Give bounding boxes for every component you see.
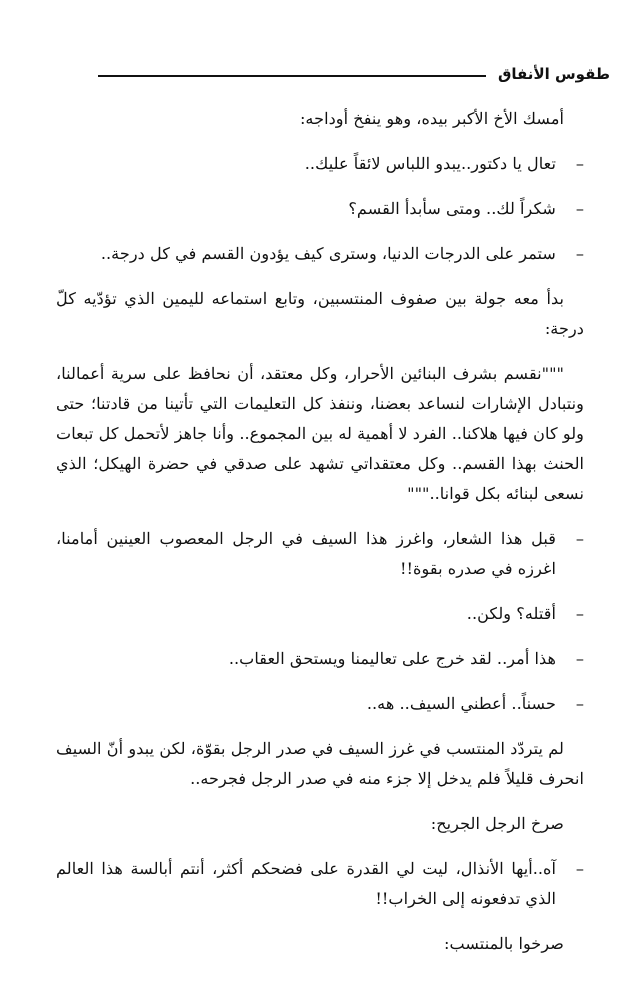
dialogue-dash: – xyxy=(575,859,584,878)
oath-paragraph: """نقسم بشرف البنائين الأحرار، وكل معتقد، أن نحافظ على سرية أعمالنا، ونتبادل الإشارات لنساعد بعضنا، وننفذ كل التعليمات التي تأتينا من قادتنا؛ حتى ولو كان فيها هلاكنا.. الفرد لا أهمية له بين المجموع.. وأنا جاهز لأتحمل كل تبعات الحنث بهذا القسم.. وكل معتقداتي تشهد على صدقي في حضرة الهيكل؛ الذي نسعى لبنائه بكل قوانا..""" xyxy=(56,364,584,503)
dialogue-text: ستمر على الدرجات الدنيا، وسترى كيف يؤدون القسم في كل درجة.. xyxy=(100,244,556,263)
body-text xyxy=(56,104,584,974)
dialogue-dash: – xyxy=(575,529,584,548)
dialogue-line xyxy=(56,239,584,269)
dialogue-dash: – xyxy=(575,154,584,173)
dialogue-line xyxy=(56,689,584,719)
dialogue-text: آه..أيها الأنذال، ليت لي القدرة على فضحكم أكثر، أنتم أبالسة هذا العالم الذي تدفعونه إلى الخراب!! xyxy=(56,859,556,908)
paragraph: صرخ الرجل الجريح: xyxy=(430,814,564,833)
dialogue-text: أقتله؟ ولكن.. xyxy=(466,604,556,623)
paragraph: بدأ معه جولة بين صفوف المنتسبين، وتابع استماعه لليمين الذي تؤدّيه كلّ درجة: xyxy=(56,289,584,338)
header-rule xyxy=(98,75,486,77)
dialogue-line xyxy=(56,599,584,629)
dialogue-line xyxy=(56,854,584,914)
running-title: طقوس الأنفاق xyxy=(497,65,610,83)
paragraph: أمسك الأخ الأكبر بيده، وهو ينفخ أوداجه: xyxy=(299,109,564,128)
dialogue-dash: – xyxy=(575,199,584,218)
dialogue-line xyxy=(56,149,584,179)
dialogue-dash: – xyxy=(575,604,584,623)
dialogue-text: شكراً لك.. ومتى سأبدأ القسم؟ xyxy=(348,199,556,218)
dialogue-line xyxy=(56,524,584,584)
paragraph: صرخوا بالمنتسب: xyxy=(444,934,564,953)
dialogue-dash: – xyxy=(575,244,584,263)
dialogue-dash: – xyxy=(575,649,584,668)
dialogue-text: هذا أمر.. لقد خرج على تعاليمنا ويستحق العقاب.. xyxy=(228,649,556,668)
dialogue-line xyxy=(56,194,584,224)
paragraph: لم يتردّد المنتسب في غرز السيف في صدر الرجل بقوّة، لكن يبدو أنّ السيف انحرف قليلاً فلم يدخل إلا جزء منه في صدر الرجل فجرحه.. xyxy=(56,739,584,788)
dialogue-text: حسناً.. أعطني السيف.. هه.. xyxy=(366,694,556,713)
dialogue-dash: – xyxy=(575,694,584,713)
dialogue-line xyxy=(56,644,584,674)
dialogue-text: قبل هذا الشعار، واغرز هذا السيف في الرجل المعصوب العينين أمامنا، اغرزه في صدره بقوة!! xyxy=(56,529,556,578)
running-header xyxy=(98,58,610,90)
dialogue-text: تعال يا دكتور..يبدو اللباس لائقاً عليك.. xyxy=(304,154,556,173)
